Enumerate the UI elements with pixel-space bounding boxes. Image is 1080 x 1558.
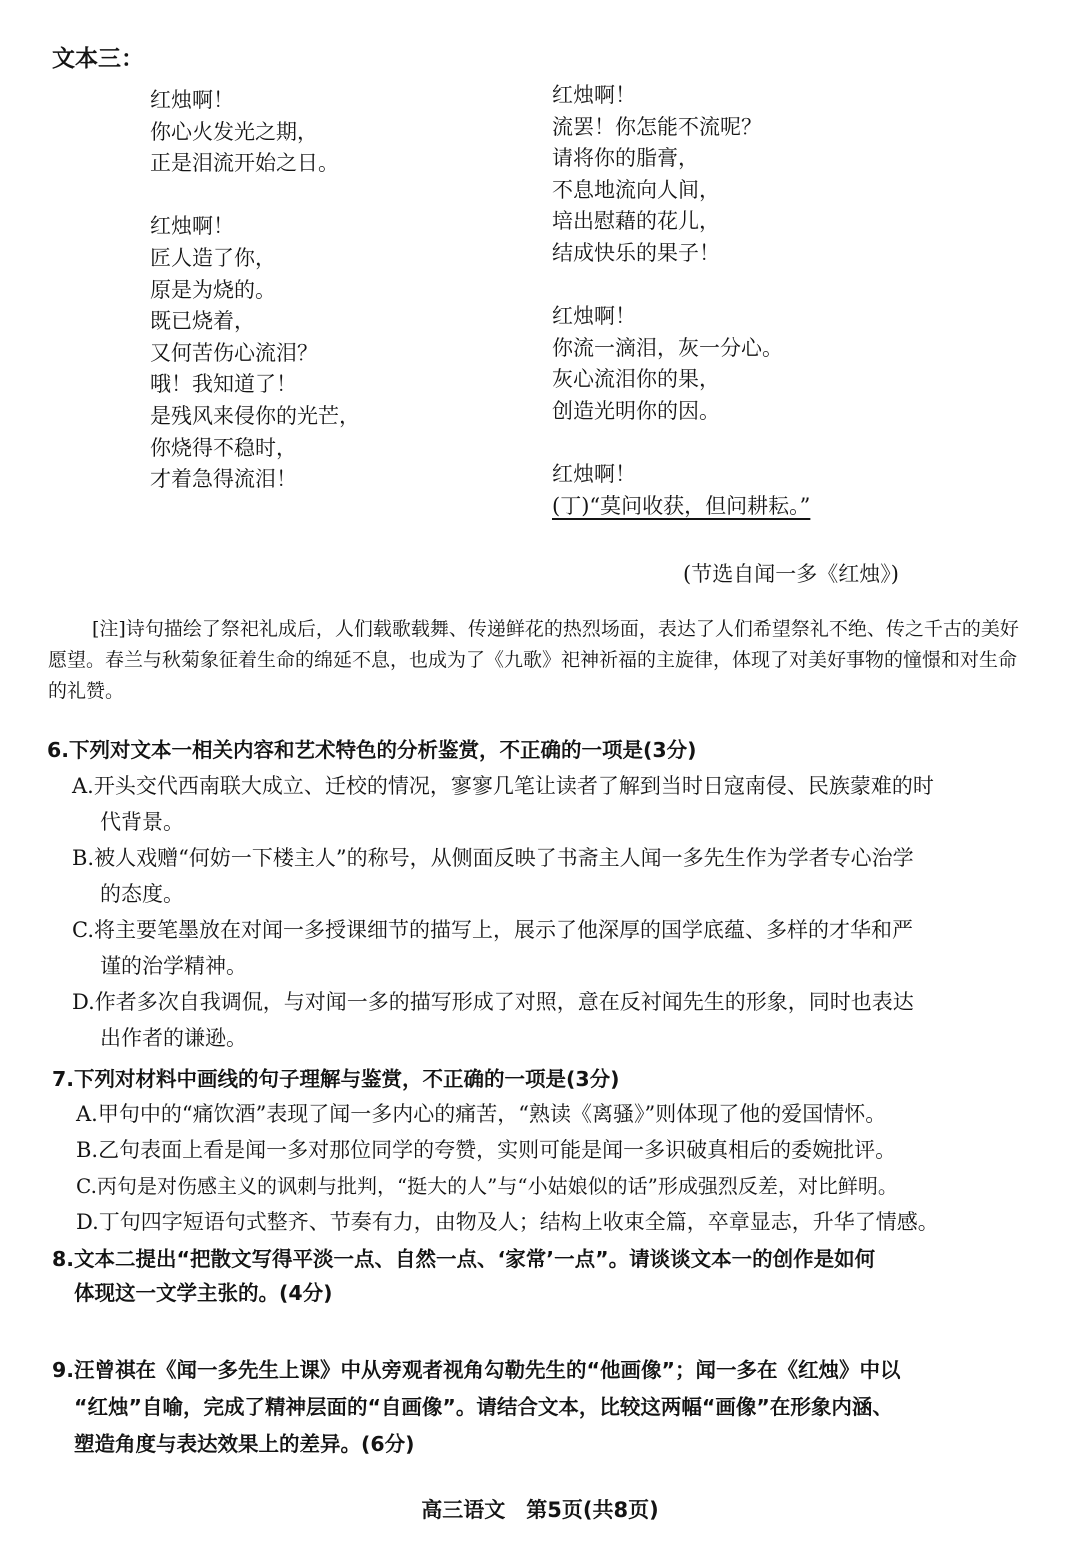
- poem-line: 培出慰藉的花儿，: [552, 209, 720, 234]
- option-d: D.丁句四字短语句式整齐、节奏有力，由物及人；结构上收束全篇，卒章显志，升华了情感。: [76, 1210, 939, 1234]
- poem-source: (节选自闻一多《红烛》): [683, 562, 899, 586]
- poem-line: 流罢！你怎能不流呢？: [552, 114, 762, 139]
- underlined-sentence-ding: (丁)“莫问收获，但问耕耘。”: [552, 493, 811, 518]
- poem-line: 既已烧着，: [150, 309, 255, 334]
- option-b-cont: 的态度。: [100, 882, 184, 906]
- poem-line: 红烛啊！: [552, 83, 636, 107]
- poem-line: 才着急得流泪！: [150, 467, 297, 492]
- question-8-line: 体现这一文学主张的。(4分): [74, 1281, 333, 1305]
- annotation-note: [注]诗句描绘了祭祀礼成后，人们载歌载舞、传递鲜花的热烈场面，表达了人们希望祭礼不绝、传之千古的美好愿望。春兰与秋菊象征着生命的绵延不息，也成为了《九歌》祀神祈福的主旋律，体现了对美好事物的憧憬和对生命的礼赞。: [48, 618, 1019, 702]
- poem-line: 正是泪流开始之日。: [150, 151, 339, 176]
- option-d-cont: 出作者的谦逊。: [100, 1026, 247, 1050]
- option-a-cont: 代背景。: [100, 810, 184, 834]
- question-9-line: 9.汪曾祺在《闻一多先生上课》中从旁观者视角勾勒先生的“他画像”；闻一多在《红烛》中以: [52, 1358, 901, 1382]
- question-8: [52, 1242, 875, 1310]
- question-6-title: 6.下列对文本一相关内容和艺术特色的分析鉴赏，不正确的一项是(3分): [47, 738, 697, 762]
- poem-line: 请将你的脂膏，: [552, 146, 699, 171]
- question-7-options: [76, 1096, 1026, 1240]
- question-6-options: [72, 768, 1022, 1056]
- option-b: B.乙句表面上看是闻一多对那位同学的夸赞，实则可能是闻一多识破真相后的委婉批评。: [76, 1138, 897, 1162]
- poem-line: 哦！我知道了！: [150, 372, 297, 397]
- poem-line: 不息地流向人间，: [552, 177, 720, 202]
- question-8-line: 8.文本二提出“把散文写得平淡一点、自然一点、‘家常’一点”。请谈谈文本一的创作是如何: [52, 1247, 876, 1271]
- poem-line: 红烛啊！: [150, 214, 234, 239]
- poem-line: 红烛啊！: [150, 88, 234, 112]
- question-9: [52, 1352, 901, 1463]
- question-9-line: 塑造角度与表达效果上的差异。(6分): [74, 1432, 415, 1456]
- option-a: A.甲句中的“痛饮酒”表现了闻一多内心的痛苦，“熟读《离骚》”则体现了他的爱国情怀。: [76, 1102, 887, 1126]
- poem-line: 是残风来侵你的光芒，: [150, 403, 360, 428]
- poem-line: 红烛啊！: [552, 462, 636, 487]
- option-c: C.将主要笔墨放在对闻一多授课细节的描写上，展示了他深厚的国学底蕴、多样的才华和严: [72, 918, 913, 942]
- page-footer: 高三语文 第5页(共8页): [421, 1498, 659, 1522]
- poem-line: 匠人造了你，: [150, 245, 276, 270]
- poem-line: 原是为烧的。: [150, 277, 276, 302]
- poem-line: 结成快乐的果子！: [552, 240, 720, 265]
- option-d: D.作者多次自我调侃，与对闻一多的描写形成了对照，意在反衬闻先生的形象，同时也表达: [72, 990, 914, 1014]
- poem-line: 你烧得不稳时，: [150, 435, 297, 460]
- poem-line: 又何苦伤心流泪？: [150, 340, 318, 365]
- option-c: C.丙句是对伤感主义的讽刺与批判，“挺大的人”与“小姑娘似的话”形成强烈反差，对比鲜明。: [76, 1174, 898, 1198]
- option-c-cont: 谨的治学精神。: [100, 954, 247, 978]
- poem-line: 你流一滴泪，灰一分心。: [552, 335, 783, 360]
- poem-line: 你心火发光之期，: [150, 119, 318, 144]
- poem-right-column: [552, 80, 810, 522]
- poem-line: 红烛啊！: [552, 304, 636, 329]
- option-b: B.被人戏赠“何妨一下楼主人”的称号，从侧面反映了书斋主人闻一多先生作为学者专心治学: [72, 846, 914, 870]
- option-a: A.开头交代西南联大成立、迁校的情况，寥寥几笔让读者了解到当时日寇南侵、民族蒙难的时: [72, 774, 934, 798]
- poem-left-column: [150, 85, 360, 496]
- section-heading: 文本三：: [52, 46, 144, 72]
- poem-line: 创造光明你的因。: [552, 398, 720, 423]
- question-9-line: “红烛”自喻，完成了精神层面的“自画像”。请结合文本，比较这两幅“画像”在形象内涵、: [74, 1395, 893, 1419]
- question-7-title: 7.下列对材料中画线的句子理解与鉴赏，不正确的一项是(3分): [52, 1067, 620, 1091]
- poem-line: 灰心流泪你的果，: [552, 367, 720, 392]
